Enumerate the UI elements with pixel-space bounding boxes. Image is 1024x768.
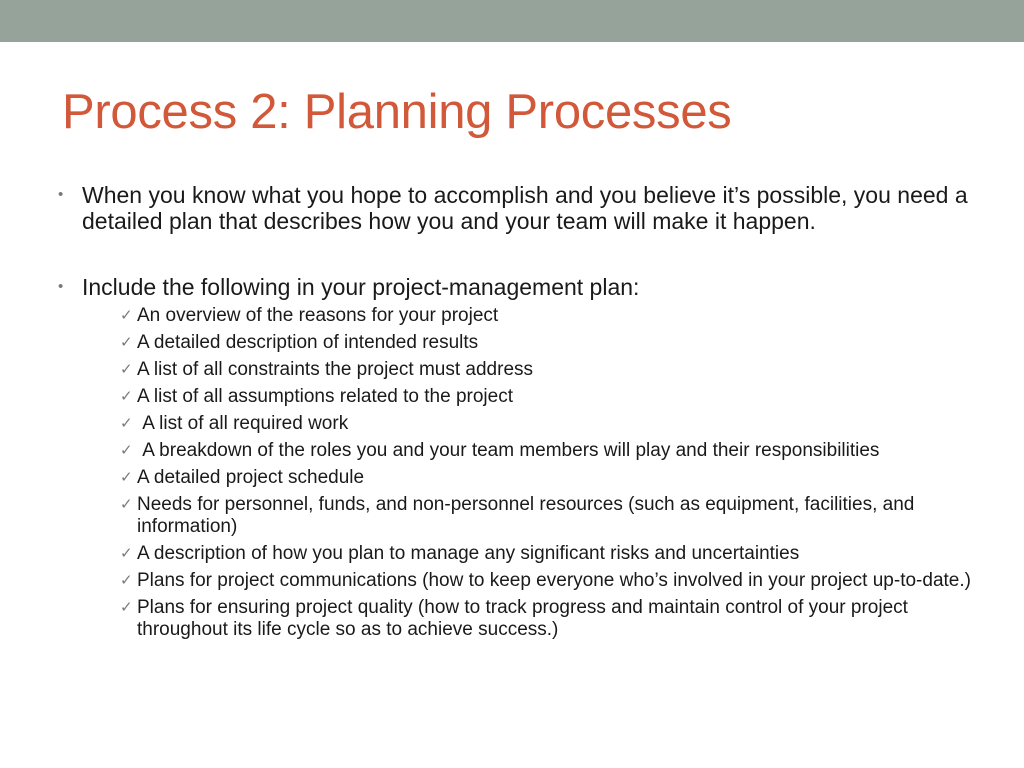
slide-body: [58, 182, 978, 646]
checkmark-icon: ✓: [120, 388, 133, 405]
bullet-text: When you know what you hope to accomplish and you believe it’s possible, you need a detailed plan that describes how you and your team will make it happen.: [82, 182, 968, 234]
checkmark-icon: ✓: [120, 599, 133, 616]
checklist-item-text: Plans for ensuring project quality (how to track progress and maintain control of your project throughout its life cycle so as to achieve success.): [137, 597, 908, 640]
checklist-item: [112, 494, 978, 538]
checkmark-icon: ✓: [120, 469, 133, 486]
top-decorative-band: [0, 0, 1024, 42]
bullet-text: Include the following in your project-management plan:: [82, 274, 640, 300]
checklist-item: [112, 543, 978, 565]
checkmark-icon: ✓: [120, 307, 133, 324]
checkmark-icon: ✓: [120, 442, 133, 459]
checklist-item-text: A description of how you plan to manage any significant risks and uncertainties: [137, 543, 800, 564]
checklist-item-text: Plans for project communications (how to keep everyone who’s involved in your project up-to-date.): [137, 570, 971, 591]
checklist-item-text: A breakdown of the roles you and your team members will play and their responsibilities: [137, 440, 880, 461]
bullet-item-1: [58, 182, 978, 234]
bullet-dot-icon: •: [58, 186, 64, 203]
checklist-item: [112, 332, 978, 354]
checklist-item: [112, 413, 978, 435]
checklist-item: [112, 305, 978, 327]
slide-title: Process 2: Planning Processes: [62, 85, 732, 139]
checklist-item-text: A detailed description of intended results: [137, 332, 479, 353]
checkmark-icon: ✓: [120, 572, 133, 589]
checklist: [82, 305, 978, 641]
checklist-item-text: An overview of the reasons for your project: [137, 305, 499, 326]
checklist-item: [112, 386, 978, 408]
checklist-item-text: Needs for personnel, funds, and non-personnel resources (such as equipment, facilities, and information): [137, 494, 915, 537]
checkmark-icon: ✓: [120, 361, 133, 378]
checkmark-icon: ✓: [120, 415, 133, 432]
checklist-item: [112, 359, 978, 381]
checkmark-icon: ✓: [120, 545, 133, 562]
checklist-item: [112, 467, 978, 489]
checklist-item: [112, 597, 978, 641]
checkmark-icon: ✓: [120, 334, 133, 351]
checkmark-icon: ✓: [120, 496, 133, 513]
bullet-item-2: [58, 274, 978, 641]
bullet-dot-icon: •: [58, 278, 64, 295]
checklist-item-text: A list of all constraints the project must address: [137, 359, 534, 380]
checklist-item: [112, 440, 978, 462]
checklist-item-text: A detailed project schedule: [137, 467, 365, 488]
checklist-item-text: A list of all assumptions related to the project: [137, 386, 513, 407]
checklist-item: [112, 570, 978, 592]
checklist-item-text: A list of all required work: [137, 413, 349, 434]
